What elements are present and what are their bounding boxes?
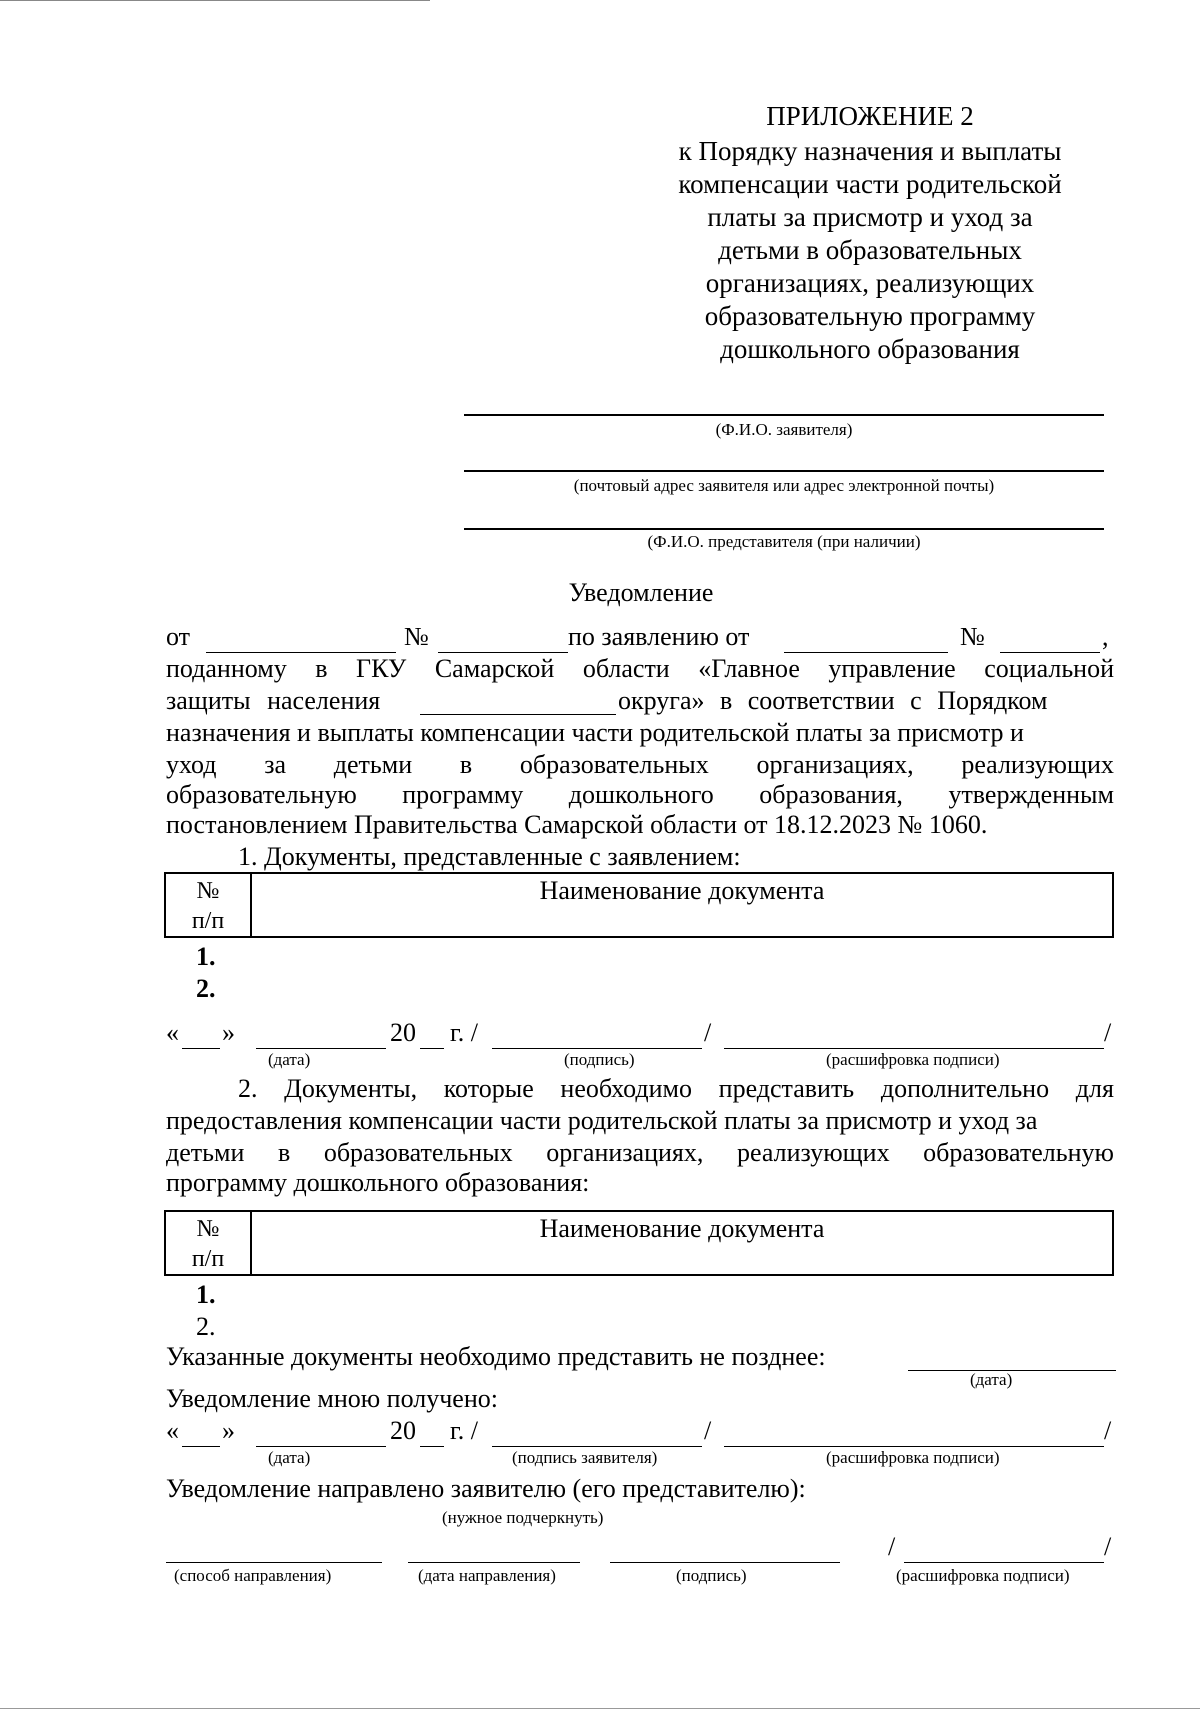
word: в bbox=[277, 1138, 291, 1167]
section2-table-header bbox=[164, 1210, 1114, 1276]
word: 2. bbox=[238, 1074, 258, 1103]
decoding-caption: (расшифровка подписи) bbox=[826, 1050, 1000, 1069]
word: образовательных bbox=[323, 1138, 513, 1167]
date-caption: (дата) bbox=[268, 1448, 311, 1467]
word: дошкольного bbox=[568, 780, 714, 809]
word: образования, bbox=[759, 780, 903, 809]
received-text: Уведомление мною получено: bbox=[166, 1384, 498, 1413]
word: Документы, bbox=[284, 1074, 418, 1103]
date-quote-close: » bbox=[222, 1416, 235, 1445]
word: детьми bbox=[333, 750, 413, 779]
applicant-name-line[interactable] bbox=[464, 414, 1104, 416]
section1-row-number: 1. bbox=[196, 942, 216, 971]
notice-date-field[interactable] bbox=[206, 652, 396, 653]
applicant-signature-field[interactable] bbox=[492, 1446, 702, 1447]
signature-slash: / bbox=[704, 1018, 712, 1047]
sent-slash: / bbox=[888, 1532, 896, 1561]
word: Самарской bbox=[434, 654, 555, 683]
document-name-header: Наименование документа bbox=[539, 876, 825, 905]
word: ГКУ bbox=[356, 654, 407, 683]
year-field[interactable] bbox=[420, 1446, 444, 1447]
bottom-scan-edge bbox=[0, 1708, 1200, 1709]
year-prefix: 20 bbox=[390, 1018, 416, 1047]
appendix-line: образовательную программу bbox=[704, 301, 1036, 331]
appendix-title: ПРИЛОЖЕНИЕ 2 bbox=[766, 101, 974, 131]
section1-row-number: 2. bbox=[196, 974, 216, 1003]
section2-line2: предоставления компенсации части родительской платы за присмотр и уход за bbox=[166, 1106, 1038, 1135]
deadline-text: Указанные документы необходимо представить не позднее: bbox=[166, 1342, 826, 1371]
num-column-header bbox=[166, 874, 252, 936]
sender-decoding-field[interactable] bbox=[904, 1562, 1104, 1563]
section2-row-number: 2. bbox=[196, 1312, 216, 1341]
year-field[interactable] bbox=[420, 1048, 444, 1049]
word: необходимо bbox=[560, 1074, 692, 1103]
notice-line4: назначения и выплаты компенсации части родительской платы за присмотр и bbox=[166, 718, 1024, 747]
word: программу bbox=[402, 780, 524, 809]
notice-by-application-label: по заявлению от bbox=[568, 622, 750, 651]
application-number-sign: № bbox=[960, 622, 985, 651]
notice-heading: Уведомление bbox=[568, 578, 714, 607]
word: для bbox=[1075, 1074, 1114, 1103]
appendix-header bbox=[640, 100, 1100, 366]
notice-number-field[interactable] bbox=[438, 652, 568, 653]
date-quote-close: » bbox=[222, 1018, 235, 1047]
appendix-line: к Порядку назначения и выплаты bbox=[678, 136, 1062, 166]
word: управление bbox=[828, 654, 956, 683]
day-field[interactable] bbox=[182, 1446, 220, 1447]
word: в bbox=[459, 750, 473, 779]
representative-name-caption: (Ф.И.О. представителя (при наличии) bbox=[647, 532, 921, 551]
word: в bbox=[315, 654, 328, 683]
appendix-line: детьми в образовательных bbox=[718, 235, 1022, 265]
top-scan-edge bbox=[0, 0, 430, 1]
applicant-name-caption: (Ф.И.О. заявителя) bbox=[715, 420, 853, 439]
num-header-sign: № bbox=[196, 1216, 220, 1242]
word: которые bbox=[443, 1074, 534, 1103]
notice-line7: постановлением Правительства Самарской области от 18.12.2023 № 1060. bbox=[166, 810, 988, 839]
num-header-sign: № bbox=[196, 878, 220, 904]
sender-decoding-caption: (расшифровка подписи) bbox=[896, 1566, 1070, 1585]
appendix-line: дошкольного образования bbox=[720, 334, 1020, 364]
year-prefix: 20 bbox=[390, 1416, 416, 1445]
num-column-header bbox=[166, 1212, 252, 1274]
word: образовательную bbox=[166, 780, 357, 809]
signature-caption: (подпись) bbox=[564, 1050, 635, 1069]
applicant-signature-caption: (подпись заявителя) bbox=[512, 1448, 658, 1467]
day-field[interactable] bbox=[182, 1048, 220, 1049]
month-field[interactable] bbox=[256, 1446, 386, 1447]
word: области bbox=[582, 654, 670, 683]
method-caption: (способ направления) bbox=[174, 1566, 332, 1585]
sent-text: Уведомление направлено заявителю (его представителю): bbox=[166, 1474, 806, 1503]
section2-row-number: 1. bbox=[196, 1280, 216, 1309]
applicant-address-line[interactable] bbox=[464, 470, 1104, 472]
year-suffix: г. / bbox=[450, 1018, 478, 1047]
word: реализующих bbox=[736, 1138, 890, 1167]
section1-table-header bbox=[164, 872, 1114, 938]
month-field[interactable] bbox=[256, 1048, 386, 1049]
notice-text-line bbox=[166, 654, 1114, 684]
notice-comma: , bbox=[1102, 622, 1109, 651]
notice-text-line bbox=[166, 780, 1114, 810]
sender-signature-field[interactable] bbox=[610, 1562, 840, 1563]
word: образовательных bbox=[519, 750, 709, 779]
sent-slash-end: / bbox=[1104, 1532, 1112, 1561]
date-quote-open: « bbox=[166, 1018, 179, 1047]
word: образовательную bbox=[923, 1138, 1114, 1167]
notice-line3-end: округа» в соответствии с Порядком bbox=[618, 686, 1048, 715]
word: за bbox=[264, 750, 287, 779]
word: «Главное bbox=[698, 654, 800, 683]
word: социальной bbox=[984, 654, 1114, 683]
word: реализующих bbox=[961, 750, 1114, 779]
date-quote-open: « bbox=[166, 1416, 179, 1445]
appendix-line: компенсации части родительской bbox=[678, 169, 1062, 199]
word: дополнительно bbox=[880, 1074, 1050, 1103]
application-date-field[interactable] bbox=[784, 652, 948, 653]
sender-signature-caption: (подпись) bbox=[676, 1566, 747, 1585]
section2-line4: программу дошкольного образования: bbox=[166, 1168, 590, 1197]
send-date-field[interactable] bbox=[408, 1562, 580, 1563]
section2-line1 bbox=[238, 1074, 1114, 1104]
year-suffix: г. / bbox=[450, 1416, 478, 1445]
applicant-address-caption: (почтовый адрес заявителя или адрес электронной почты) bbox=[573, 476, 995, 495]
word: организациях, bbox=[546, 1138, 704, 1167]
decoding-field[interactable] bbox=[724, 1446, 1104, 1447]
application-number-field[interactable] bbox=[1000, 652, 1100, 653]
notice-text-line bbox=[166, 750, 1114, 780]
method-field[interactable] bbox=[166, 1562, 382, 1563]
representative-name-line[interactable] bbox=[464, 528, 1104, 530]
word: поданному bbox=[166, 654, 287, 683]
district-field[interactable] bbox=[420, 714, 616, 715]
appendix-line: платы за присмотр и уход за bbox=[707, 202, 1033, 232]
deadline-date-caption: (дата) bbox=[970, 1370, 1013, 1389]
signature-slash-end: / bbox=[1104, 1018, 1112, 1047]
word: организациях, bbox=[756, 750, 914, 779]
notice-line3-start: защиты населения bbox=[166, 686, 381, 715]
date-caption: (дата) bbox=[268, 1050, 311, 1069]
word: детьми bbox=[166, 1138, 245, 1167]
word: утвержденным bbox=[948, 780, 1114, 809]
decoding-caption: (расшифровка подписи) bbox=[826, 1448, 1000, 1467]
signature-slash: / bbox=[704, 1416, 712, 1445]
appendix-line: организациях, реализующих bbox=[705, 268, 1035, 298]
section2-line3 bbox=[166, 1138, 1114, 1168]
underline-hint: (нужное подчеркнуть) bbox=[442, 1508, 604, 1527]
document-name-header: Наименование документа bbox=[539, 1214, 825, 1243]
signature-slash-end: / bbox=[1104, 1416, 1112, 1445]
num-header-sub: п/п bbox=[191, 908, 225, 934]
notice-number-sign: № bbox=[404, 622, 429, 651]
send-date-caption: (дата направления) bbox=[418, 1566, 556, 1585]
word: представить bbox=[718, 1074, 855, 1103]
decoding-field[interactable] bbox=[724, 1048, 1104, 1049]
notice-from-label: от bbox=[166, 622, 191, 651]
word: уход bbox=[166, 750, 217, 779]
signature-field[interactable] bbox=[492, 1048, 702, 1049]
section1-title: 1. Документы, представленные с заявлением: bbox=[238, 842, 741, 871]
num-header-sub: п/п bbox=[191, 1246, 225, 1272]
